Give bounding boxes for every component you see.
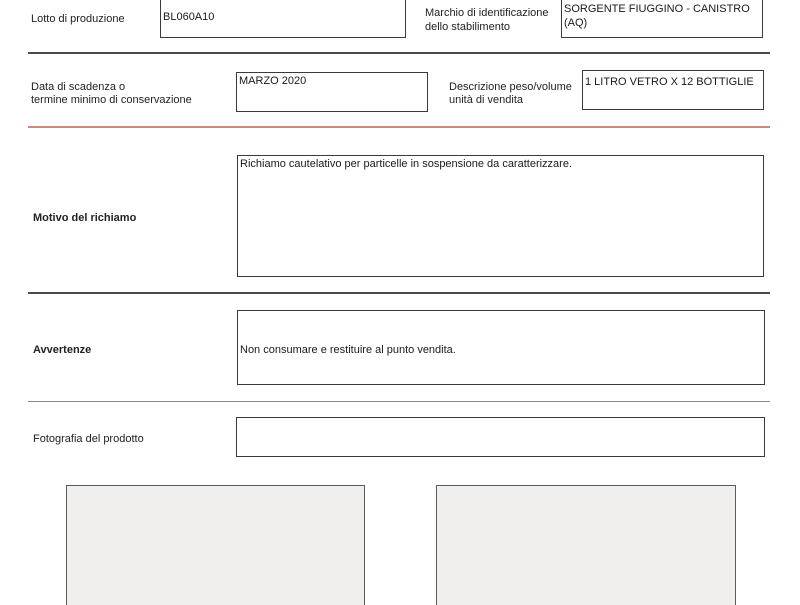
- expiry-field[interactable]: MARZO 2020: [236, 72, 428, 112]
- weight-field[interactable]: 1 LITRO VETRO X 12 BOTTIGLIE: [582, 70, 764, 110]
- section-divider-3: [28, 292, 770, 294]
- section-divider-1: [28, 52, 770, 54]
- establishment-mark-field[interactable]: SORGENTE FIUGGINO - CANISTRO (AQ): [561, 0, 763, 38]
- reason-label: Motivo del richiamo: [33, 212, 137, 224]
- warnings-field[interactable]: Non consumare e restituire al punto vendita.: [237, 310, 765, 385]
- expiry-label-line1: Data di scadenza o: [31, 81, 126, 93]
- expiry-label-line2: termine minimo di conservazione: [31, 94, 192, 106]
- weight-label-line2: unità di vendita: [449, 94, 523, 106]
- lot-field[interactable]: BL060A10: [160, 0, 406, 38]
- section-divider-4: [28, 401, 770, 402]
- weight-label-line1: Descrizione peso/volume: [449, 81, 572, 93]
- photo-label: Fotografia del prodotto: [33, 433, 144, 445]
- establishment-mark-label-line2: dello stabilimento: [425, 21, 510, 33]
- establishment-mark-label-line1: Marchio di identificazione: [425, 7, 549, 19]
- warnings-label: Avvertenze: [33, 344, 92, 356]
- photo-field[interactable]: [236, 417, 765, 457]
- lot-label: Lotto di produzione: [31, 13, 125, 25]
- section-divider-2: [28, 126, 770, 128]
- reason-field[interactable]: Richiamo cautelativo per particelle in sospensione da caratterizzare.: [237, 155, 764, 277]
- product-photo-right: [436, 485, 736, 605]
- product-photo-left: [66, 485, 365, 605]
